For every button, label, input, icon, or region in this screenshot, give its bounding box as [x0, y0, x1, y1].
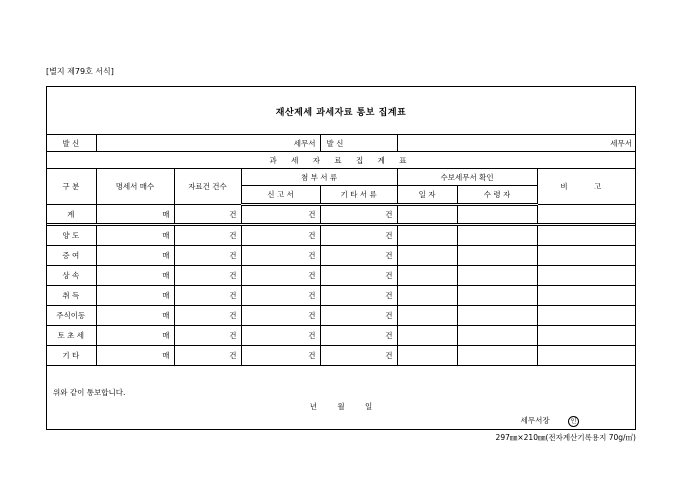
table-row: [46, 346, 636, 366]
unit-cases: 건: [174, 225, 241, 246]
receiver-label: 발 신: [320, 135, 397, 152]
table-row: [46, 225, 636, 246]
empty-cell: [537, 306, 636, 326]
unit-cases: 건: [241, 205, 320, 225]
empty-cell: [457, 205, 537, 225]
header-attached-docs: 첨 부 서 류: [241, 169, 397, 186]
unit-sheets: 매: [96, 246, 174, 266]
header-statement-count: 명세서 매수: [96, 169, 174, 205]
unit-cases: 건: [320, 266, 397, 286]
unit-cases: 건: [320, 246, 397, 266]
empty-cell: [457, 326, 537, 346]
unit-sheets: 매: [96, 346, 174, 366]
form-title: 재산제세 과세자료 통보 집계표: [275, 108, 407, 118]
header-receipt-confirm: 수보세무서 확인: [397, 169, 537, 186]
empty-cell: [397, 286, 457, 306]
paper-spec: 297㎜×210㎜(전자계산기록용지 70g/㎡): [495, 433, 636, 442]
summary-table: [46, 134, 636, 366]
unit-cases: 건: [241, 266, 320, 286]
row-category: 계: [46, 205, 96, 225]
unit-cases: 건: [320, 286, 397, 306]
header-declaration: 신 고 서: [241, 186, 320, 205]
header-data-count: 자료건 건수: [174, 169, 241, 205]
section-title: 과 세 자 료 집 계 표: [46, 152, 636, 169]
unit-cases: 건: [174, 326, 241, 346]
empty-cell: [397, 225, 457, 246]
unit-cases: 건: [320, 326, 397, 346]
unit-cases: 건: [241, 225, 320, 246]
unit-cases: 건: [320, 306, 397, 326]
seal-icon: 인: [568, 416, 579, 427]
empty-cell: [397, 306, 457, 326]
unit-sheets: 매: [96, 205, 174, 225]
row-category: 증 여: [46, 246, 96, 266]
empty-cell: [537, 286, 636, 306]
table-row: [46, 246, 636, 266]
empty-cell: [457, 286, 537, 306]
closing-text: 위와 같이 통보합니다.: [53, 388, 126, 397]
unit-sheets: 매: [96, 326, 174, 346]
unit-cases: 건: [320, 205, 397, 225]
header-other-docs: 기 타 서 류: [320, 186, 397, 205]
unit-sheets: 매: [96, 306, 174, 326]
table-row: [46, 326, 636, 346]
empty-cell: [457, 346, 537, 366]
row-category: 토 초 세: [46, 326, 96, 346]
header-remarks: 비 고: [537, 169, 636, 205]
unit-cases: 건: [241, 346, 320, 366]
empty-cell: [537, 205, 636, 225]
empty-cell: [457, 266, 537, 286]
receiver-office: 세무서: [397, 135, 636, 152]
header-receiver: 수 령 자: [457, 186, 537, 205]
empty-cell: [397, 346, 457, 366]
table-row: [46, 205, 636, 225]
sender-row: [46, 135, 636, 152]
unit-sheets: 매: [96, 286, 174, 306]
empty-cell: [397, 205, 457, 225]
signature-title: 세무서장: [520, 416, 550, 425]
empty-cell: [537, 246, 636, 266]
unit-cases: 건: [174, 246, 241, 266]
empty-cell: [457, 225, 537, 246]
empty-cell: [537, 346, 636, 366]
row-category: 양 도: [46, 225, 96, 246]
header-date: 일 자: [397, 186, 457, 205]
empty-cell: [397, 326, 457, 346]
date-line: 년 월 일: [309, 402, 373, 411]
section-title-row: [46, 152, 636, 169]
unit-cases: 건: [241, 246, 320, 266]
unit-cases: 건: [241, 306, 320, 326]
row-category: 취 득: [46, 286, 96, 306]
empty-cell: [537, 225, 636, 246]
empty-cell: [457, 246, 537, 266]
row-category: 상 속: [46, 266, 96, 286]
table-row: [46, 306, 636, 326]
unit-cases: 건: [174, 266, 241, 286]
unit-sheets: 매: [96, 266, 174, 286]
unit-cases: 건: [320, 346, 397, 366]
sender-office: 세무서: [96, 135, 320, 152]
form-id: [별지 제79호 서식]: [46, 67, 114, 76]
unit-cases: 건: [174, 286, 241, 306]
unit-cases: 건: [320, 225, 397, 246]
form-frame: [46, 86, 636, 430]
signature-block: [521, 415, 579, 427]
empty-cell: [537, 266, 636, 286]
header-category: 구 분: [46, 169, 96, 205]
empty-cell: [397, 246, 457, 266]
unit-cases: 건: [241, 326, 320, 346]
table-row: [46, 266, 636, 286]
sender-label: 발 신: [46, 135, 96, 152]
unit-cases: 건: [174, 306, 241, 326]
row-category: 기 타: [46, 346, 96, 366]
table-row: [46, 286, 636, 306]
unit-cases: 건: [174, 205, 241, 225]
empty-cell: [397, 266, 457, 286]
unit-cases: 건: [241, 286, 320, 306]
empty-cell: [457, 306, 537, 326]
unit-cases: 건: [174, 346, 241, 366]
header-row-1: [46, 169, 636, 186]
unit-sheets: 매: [96, 225, 174, 246]
empty-cell: [537, 326, 636, 346]
row-category: 주식이동: [46, 306, 96, 326]
